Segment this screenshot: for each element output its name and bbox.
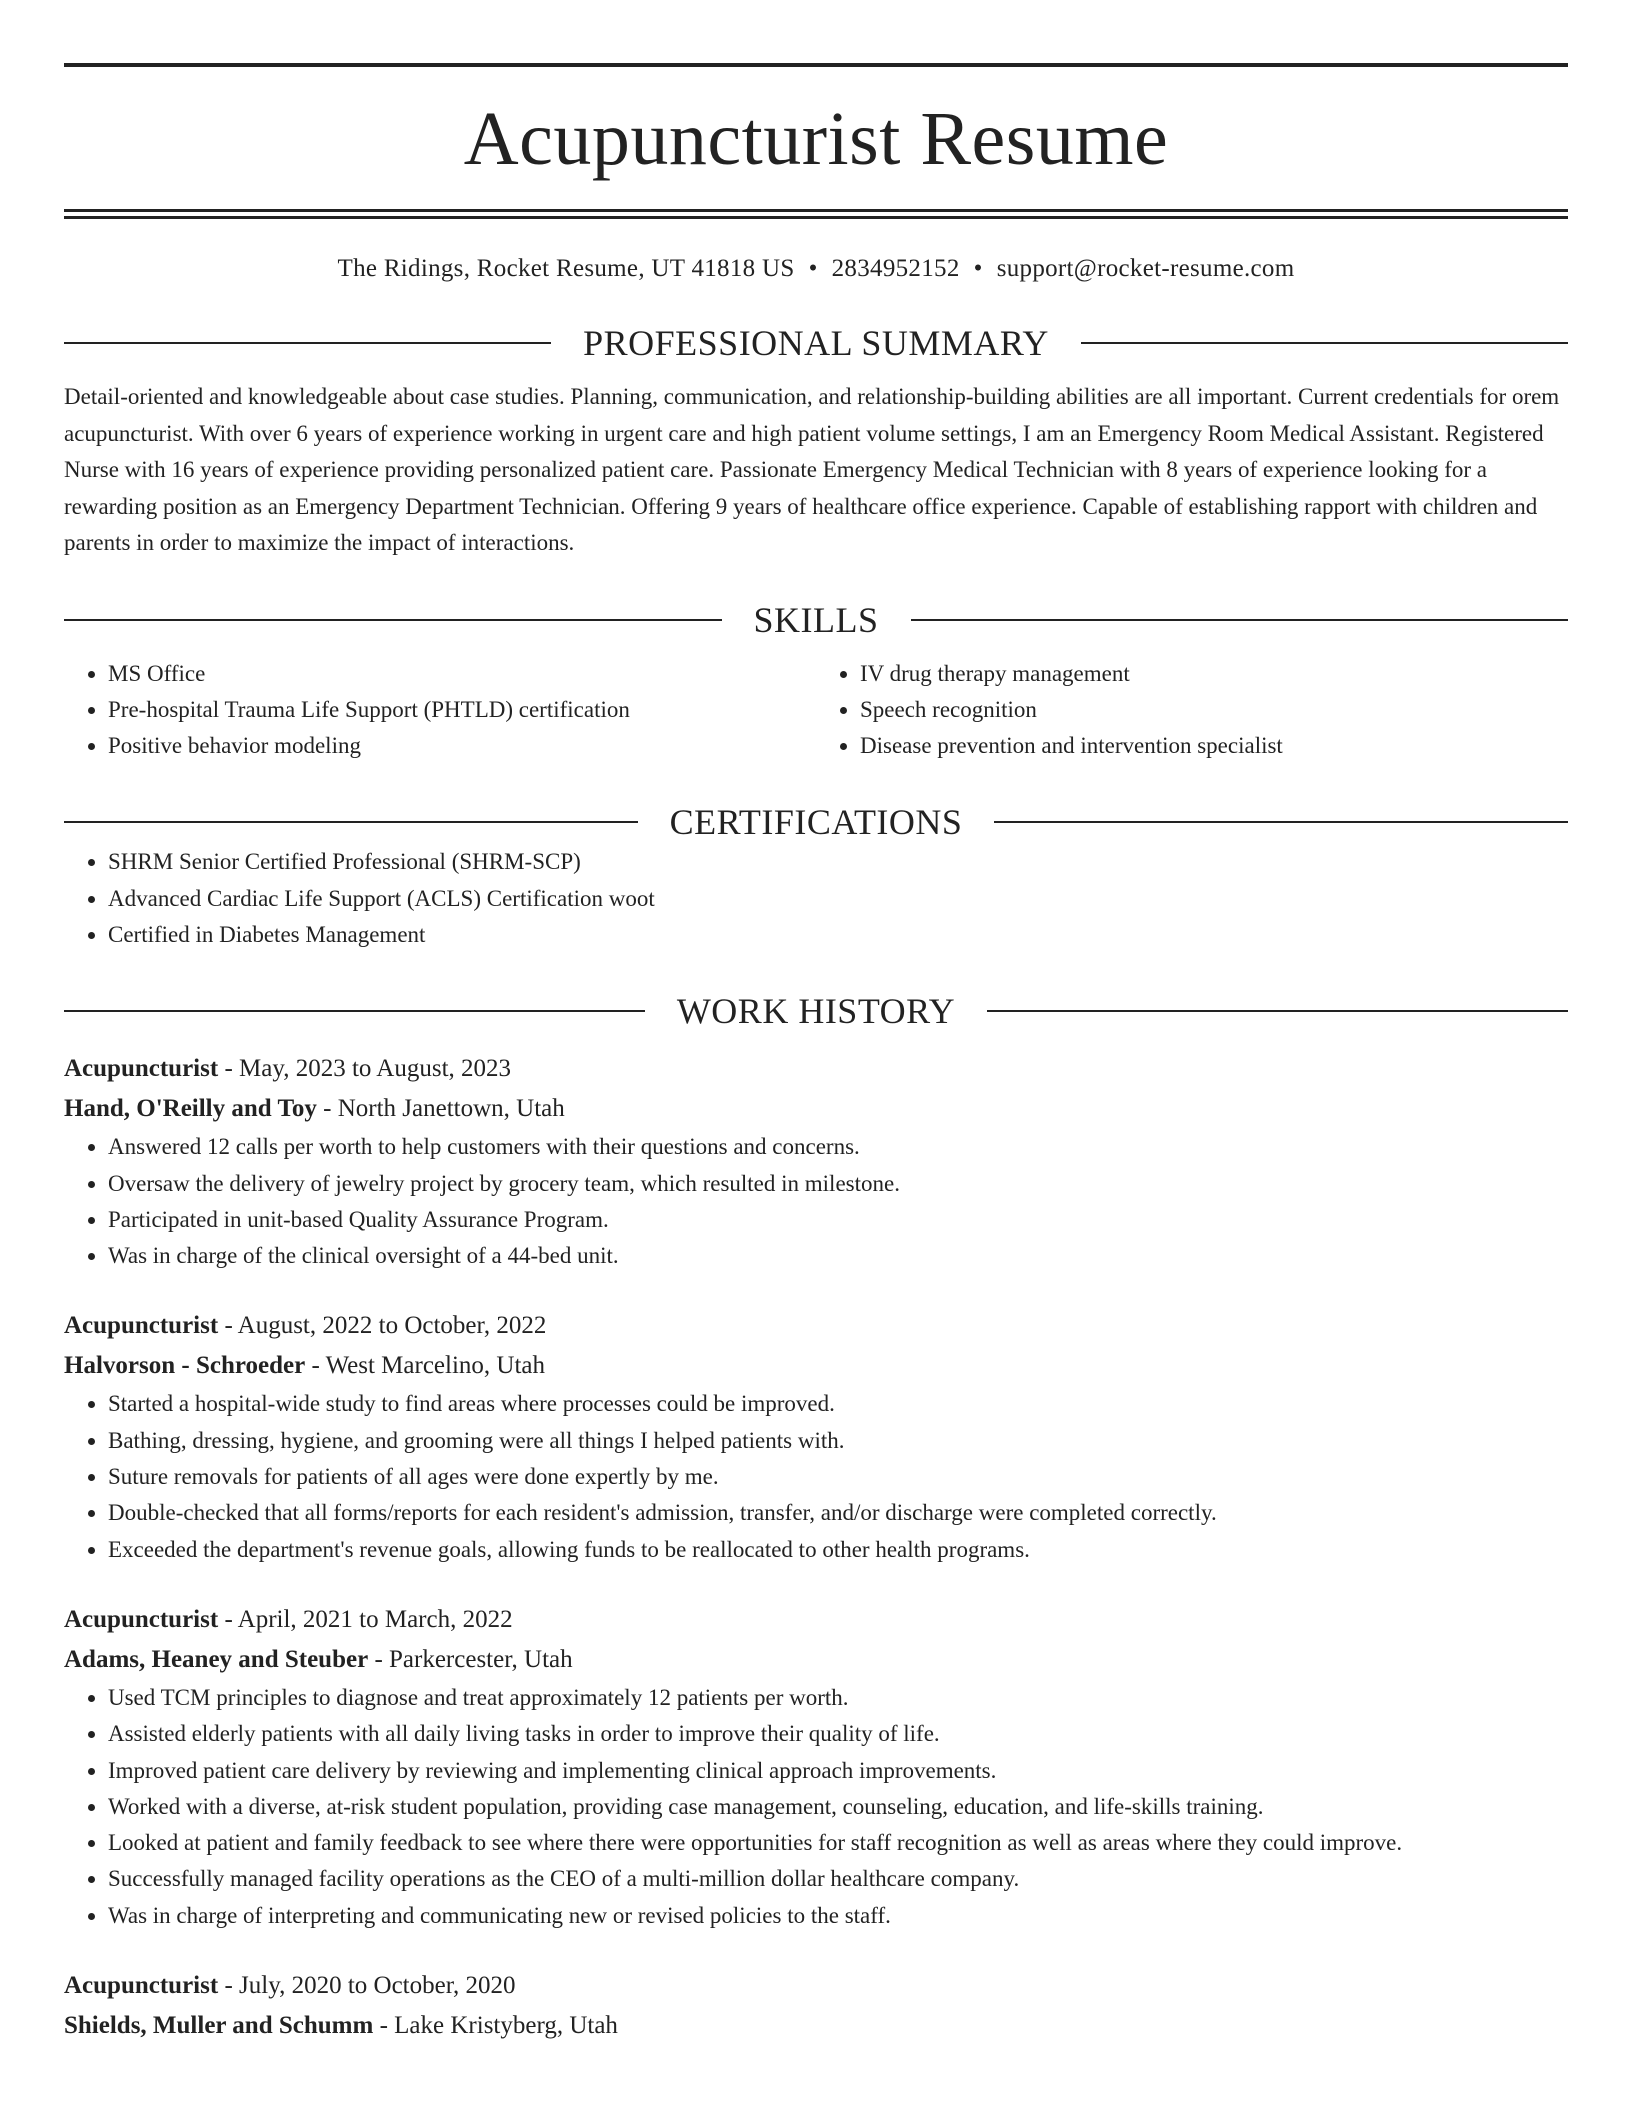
top-rule: [64, 63, 1568, 67]
job-company-line: [64, 2006, 1568, 2046]
heading-rule: [911, 619, 1569, 621]
heading-rule: [1081, 342, 1568, 344]
job-bullet: • Was in charge of the clinical oversight of a 44-bed unit.: [108, 1238, 1568, 1274]
summary-text: Detail-oriented and knowledgeable about case studies. Planning, communication, and relationship-building abilities are all important. Current credentials for orem acupuncturist. With over 6 years of experience working in urgent care and high patient volume settings, I am an Emergency Room Medical Assistant. Registered Nurse with 16 years of experience providing personalized patient care. Passionate Emergency Medical Technician with 8 years of experience looking for a rewarding position as an Emergency Department Technician. Offering 9 years of healthcare office experience. Capable of establishing rapport with children and parents in order to maximize the impact of interactions.: [64, 384, 1560, 555]
job-dates: May, 2023 to August, 2023: [239, 1055, 512, 1083]
title-double-rule: [64, 209, 1568, 219]
certifications-section-heading: [64, 800, 1568, 844]
heading-rule: [64, 342, 551, 344]
job-title-line: [64, 1306, 1568, 1346]
heading-rule: [64, 619, 722, 621]
job-dash: -: [218, 1055, 240, 1083]
skills-list-left: [64, 656, 816, 765]
skill-item: • Pre-hospital Trauma Life Support (PHTLD) certification: [108, 692, 816, 728]
job-dash: -: [218, 1605, 238, 1633]
job-entry: [64, 1966, 1568, 2046]
job-company-line: [64, 1089, 1568, 1129]
job-bullet: • Successfully managed facility operations as the CEO of a multi-million dollar healthcare company.: [108, 1861, 1568, 1897]
heading-rule: [64, 821, 638, 823]
skills-section-heading: [64, 598, 1568, 642]
job-dash: -: [218, 1972, 240, 2000]
job-bullet: • Exceeded the department's revenue goals, allowing funds to be reallocated to other health programs.: [108, 1532, 1568, 1568]
job-bullet-list: [64, 1680, 1568, 1934]
job-location: North Janettown, Utah: [337, 1095, 565, 1123]
job-bullet: • Answered 12 calls per worth to help customers with their questions and concerns.: [108, 1129, 1568, 1165]
job-bullet: • Was in charge of interpreting and communicating new or revised policies to the staff.: [108, 1898, 1568, 1934]
job-location: Parkercester, Utah: [389, 1645, 573, 1673]
summary-heading-label: PROFESSIONAL SUMMARY: [583, 323, 1049, 363]
contact-email[interactable]: support@rocket-resume.com: [996, 255, 1295, 282]
certification-item: • Certified in Diabetes Management: [108, 917, 1568, 953]
job-company: Halvorson - Schroeder: [64, 1352, 306, 1380]
job-bullet: • Started a hospital-wide study to find areas where processes could be improved.: [108, 1386, 1568, 1422]
job-title: Acupuncturist: [64, 1312, 219, 1340]
job-bullet: • Suture removals for patients of all ages were done expertly by me.: [108, 1459, 1568, 1495]
job-title-line: [64, 1600, 1568, 1640]
job-dash: -: [368, 1645, 390, 1673]
job-title-line: [64, 1966, 1568, 2006]
certifications-list: [64, 844, 1568, 953]
job-bullet: • Assisted elderly patients with all daily living tasks in order to improve their quality of life.: [108, 1716, 1568, 1752]
job-entry: [64, 1306, 1568, 1567]
resume-title: Acupuncturist Resume: [463, 97, 1169, 181]
job-entry: [64, 1600, 1568, 1934]
job-company: Shields, Muller and Schumm: [64, 2012, 374, 2040]
heading-rule: [994, 821, 1568, 823]
job-title: Acupuncturist: [64, 1972, 219, 2000]
job-bullet: • Looked at patient and family feedback to see where there were opportunities for staff recognition as well as areas where they could improve.: [108, 1825, 1568, 1861]
work-history-heading-label: WORK HISTORY: [676, 991, 956, 1032]
heading-rule: [987, 1010, 1568, 1012]
job-company-line: [64, 1346, 1568, 1386]
job-location: Lake Kristyberg, Utah: [394, 2012, 618, 2040]
job-bullet: • Improved patient care delivery by reviewing and implementing clinical approach improvements.: [108, 1753, 1568, 1789]
job-company: Hand, O'Reilly and Toy: [64, 1095, 317, 1123]
skills-heading-label: SKILLS: [753, 599, 879, 640]
job-bullet: • Participated in unit-based Quality Assurance Program.: [108, 1202, 1568, 1238]
job-bullet: • Bathing, dressing, hygiene, and grooming were all things I helped patients with.: [108, 1423, 1568, 1459]
job-bullet-list: [64, 1129, 1568, 1274]
job-dash: -: [316, 1095, 338, 1123]
job-bullet: • Worked with a diverse, at-risk student population, providing case management, counseling, education, and life-skills training.: [108, 1789, 1568, 1825]
job-title: Acupuncturist: [64, 1055, 219, 1083]
certifications-heading-label: CERTIFICATIONS: [669, 802, 963, 843]
job-bullet: • Used TCM principles to diagnose and treat approximately 12 patients per worth.: [108, 1680, 1568, 1716]
job-company: Adams, Heaney and Steuber: [64, 1645, 369, 1673]
contact-separator: •: [973, 255, 983, 282]
job-location: West Marcelino, Utah: [325, 1352, 546, 1380]
contact-line: [64, 253, 1568, 285]
job-bullet: • Oversaw the delivery of jewelry project by grocery team, which resulted in milestone.: [108, 1166, 1568, 1202]
contact-address: The Ridings, Rocket Resume, UT 41818 US: [337, 255, 795, 282]
certification-item: • SHRM Senior Certified Professional (SHRM-SCP): [108, 844, 1568, 880]
skill-item: • Disease prevention and intervention specialist: [860, 728, 1568, 764]
job-title-line: [64, 1049, 1568, 1089]
skill-item: • Positive behavior modeling: [108, 728, 816, 764]
skills-list-right: [816, 656, 1568, 765]
contact-phone: 2834952152: [831, 255, 960, 282]
job-dates: April, 2021 to March, 2022: [237, 1605, 513, 1633]
job-bullet-list: [64, 1386, 1568, 1567]
job-entry: [64, 1049, 1568, 1274]
job-company-line: [64, 1640, 1568, 1680]
resume-page: [64, 0, 1568, 2046]
job-dates: August, 2022 to October, 2022: [237, 1312, 547, 1340]
job-dash: -: [305, 1352, 326, 1380]
job-dash: -: [218, 1312, 238, 1340]
contact-separator: •: [808, 255, 818, 282]
skill-item: • IV drug therapy management: [860, 656, 1568, 692]
skills-grid: [64, 656, 1568, 765]
job-dates: July, 2020 to October, 2020: [239, 1972, 516, 2000]
job-dash: -: [373, 2012, 395, 2040]
job-title: Acupuncturist: [64, 1605, 219, 1633]
certification-item: • Advanced Cardiac Life Support (ACLS) Certification woot: [108, 881, 1568, 917]
skill-item: • MS Office: [108, 656, 816, 692]
skill-item: • Speech recognition: [860, 692, 1568, 728]
heading-rule: [64, 1010, 645, 1012]
summary-section-heading: [64, 321, 1568, 365]
job-bullet: • Double-checked that all forms/reports for each resident's admission, transfer, and/or discharge were completed correctly.: [108, 1495, 1568, 1531]
work-history-section-heading: [64, 989, 1568, 1033]
